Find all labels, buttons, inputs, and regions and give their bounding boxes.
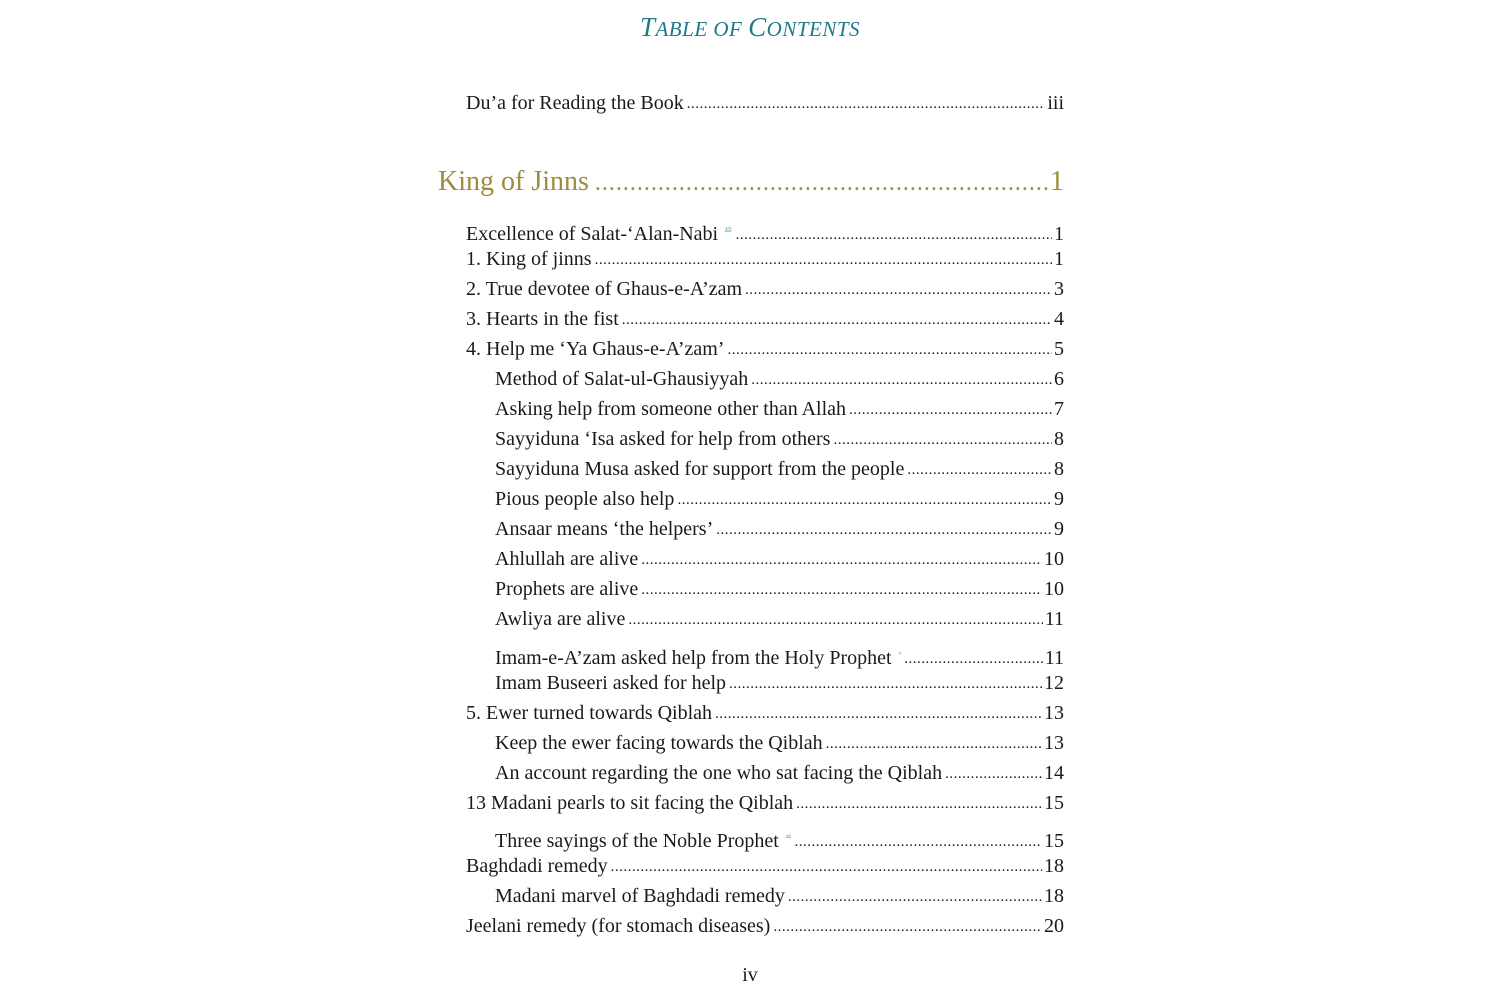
page-title — [0, 12, 1500, 43]
toc-entry[interactable] — [466, 338, 1064, 368]
dot-leader — [826, 731, 1042, 754]
dot-leader — [788, 884, 1042, 907]
dot-leader — [595, 247, 1052, 270]
toc-entry[interactable] — [466, 218, 1064, 248]
toc-entry[interactable] — [466, 855, 1064, 885]
toc-entry-title: Keep the ewer facing towards the Qiblah — [495, 732, 823, 754]
toc-entry-title: Pious people also help — [495, 488, 675, 510]
toc-entry-title: Du’a for Reading the Book — [466, 92, 684, 114]
toc-entry[interactable] — [495, 488, 1064, 518]
title-letter-t: T — [639, 12, 656, 42]
toc-entry-page: 15 — [1044, 792, 1064, 814]
toc-entry[interactable] — [495, 608, 1064, 638]
toc-entry-page: 13 — [1044, 702, 1064, 724]
dot-leader — [727, 337, 1052, 360]
toc-entry-page: 7 — [1054, 398, 1064, 420]
toc-entry-title: Three sayings of the Noble Prophet — [495, 830, 779, 852]
dot-leader — [849, 397, 1052, 420]
toc-entry-title: Ansaar means ‘the helpers’ — [495, 518, 714, 540]
toc-entry-title: Imam Buseeri asked for help — [495, 672, 727, 694]
toc-entry-page: 6 — [1054, 368, 1064, 390]
dot-leader — [641, 547, 1042, 570]
toc-entry-title: 3. Hearts in the fist — [466, 308, 619, 330]
salawat-calligraphy-icon — [898, 642, 902, 664]
chapter-title: King of Jinns — [438, 166, 589, 197]
dot-leader — [595, 166, 1048, 198]
title-letter-c: C — [748, 12, 767, 42]
toc-entry-page: iii — [1047, 92, 1064, 114]
toc-entry[interactable] — [466, 248, 1064, 278]
toc-entry-page: 5 — [1054, 338, 1064, 360]
dot-leader — [641, 577, 1042, 600]
dot-leader — [736, 222, 1052, 245]
toc-entry-title: Excellence of Salat-‘Alan-Nabi — [466, 223, 719, 245]
toc-entry[interactable] — [495, 548, 1064, 578]
toc-entry[interactable] — [466, 278, 1064, 308]
toc-entry[interactable] — [495, 885, 1064, 915]
toc-entry-page: 12 — [1044, 672, 1064, 694]
dot-leader — [687, 91, 1046, 114]
toc-entry[interactable] — [495, 762, 1064, 792]
toc-entry-page: 18 — [1044, 855, 1064, 877]
toc-entry[interactable] — [495, 578, 1064, 608]
toc-entry-title: Sayyiduna ‘Isa asked for help from others — [495, 428, 831, 450]
dot-leader — [751, 367, 1052, 390]
toc-entry[interactable] — [466, 702, 1064, 732]
toc-entry-title: Baghdadi remedy — [466, 855, 608, 877]
toc-entry-page: 11 — [1044, 647, 1064, 669]
dot-leader — [715, 701, 1042, 724]
toc-entry[interactable] — [466, 308, 1064, 338]
chapter-heading[interactable] — [438, 166, 1064, 198]
toc-entry[interactable] — [495, 518, 1064, 548]
dot-leader — [628, 607, 1042, 630]
toc-entry[interactable] — [495, 458, 1064, 488]
toc-entry-page: 20 — [1044, 915, 1064, 937]
dot-leader — [833, 427, 1052, 450]
title-part-1: ABLE OF — [655, 17, 749, 41]
salawat-calligraphy-icon — [724, 218, 732, 240]
dot-leader — [907, 457, 1052, 480]
toc-entry[interactable] — [466, 792, 1064, 822]
toc-entry[interactable] — [495, 398, 1064, 428]
title-part-2: ONTENTS — [766, 17, 861, 41]
toc-entry-page: 15 — [1044, 830, 1064, 852]
toc-entry-page: 1 — [1054, 248, 1064, 270]
toc-entry-page: 8 — [1054, 458, 1064, 480]
toc-entry-title: Imam-e-A’zam asked help from the Holy Prophet — [495, 647, 892, 669]
toc-entry-page: 14 — [1044, 762, 1064, 784]
toc-entry-page: 18 — [1044, 885, 1064, 907]
toc-entry-title: An account regarding the one who sat facing the Qiblah — [495, 762, 943, 784]
page-number: iv — [742, 964, 758, 986]
toc-entry[interactable] — [495, 825, 1064, 855]
toc-entry-page: 10 — [1044, 548, 1064, 570]
toc-entry-page: 9 — [1054, 488, 1064, 510]
toc-entry-page: 10 — [1044, 578, 1064, 600]
toc-entry-title: 13 Madani pearls to sit facing the Qiblah — [466, 792, 794, 814]
toc-entry-page: 9 — [1054, 518, 1064, 540]
toc-entry-title: Asking help from someone other than Allah — [495, 398, 847, 420]
toc-entry-title: 1. King of jinns — [466, 248, 592, 270]
toc-entry[interactable] — [495, 732, 1064, 762]
toc-entry-title: 5. Ewer turned towards Qiblah — [466, 702, 713, 724]
toc-entry-page: 13 — [1044, 732, 1064, 754]
dot-leader — [716, 517, 1052, 540]
salawat-calligraphy-icon — [785, 825, 792, 847]
toc-entry-title: 2. True devotee of Ghaus-e-A’zam — [466, 278, 743, 300]
dot-leader — [745, 277, 1052, 300]
dot-leader — [729, 671, 1042, 694]
toc-entry-title: Ahlullah are alive — [495, 548, 639, 570]
chapter-page: 1 — [1050, 166, 1064, 197]
toc-entry-title: Jeelani remedy (for stomach diseases) — [466, 915, 771, 937]
toc-entry-page: 8 — [1054, 428, 1064, 450]
toc-entry-page: 11 — [1044, 608, 1064, 630]
toc-entry-title: 4. Help me ‘Ya Ghaus-e-A’zam’ — [466, 338, 725, 360]
toc-entry-intro[interactable] — [466, 92, 1064, 122]
toc-entry[interactable] — [495, 642, 1064, 672]
dot-leader — [622, 307, 1052, 330]
dot-leader — [677, 487, 1052, 510]
toc-entry-title: Madani marvel of Baghdadi remedy — [495, 885, 785, 907]
toc-entry-page: 3 — [1054, 278, 1064, 300]
dot-leader — [794, 829, 1042, 852]
toc-entry[interactable] — [466, 915, 1064, 945]
toc-entry-page: 1 — [1054, 223, 1064, 245]
toc-entry-title: Prophets are alive — [495, 578, 639, 600]
toc-entry-title: Method of Salat-ul-Ghausiyyah — [495, 368, 749, 390]
toc-entry[interactable] — [495, 672, 1064, 702]
dot-leader — [796, 791, 1042, 814]
dot-leader — [611, 854, 1042, 877]
toc-entry[interactable] — [495, 428, 1064, 458]
dot-leader — [945, 761, 1042, 784]
toc-entry[interactable] — [495, 368, 1064, 398]
toc-entry-title: Awliya are alive — [495, 608, 626, 630]
dot-leader — [904, 646, 1042, 669]
dot-leader — [773, 914, 1042, 937]
toc-entry-title: Sayyiduna Musa asked for support from the people — [495, 458, 905, 480]
toc-entry-page: 4 — [1054, 308, 1064, 330]
